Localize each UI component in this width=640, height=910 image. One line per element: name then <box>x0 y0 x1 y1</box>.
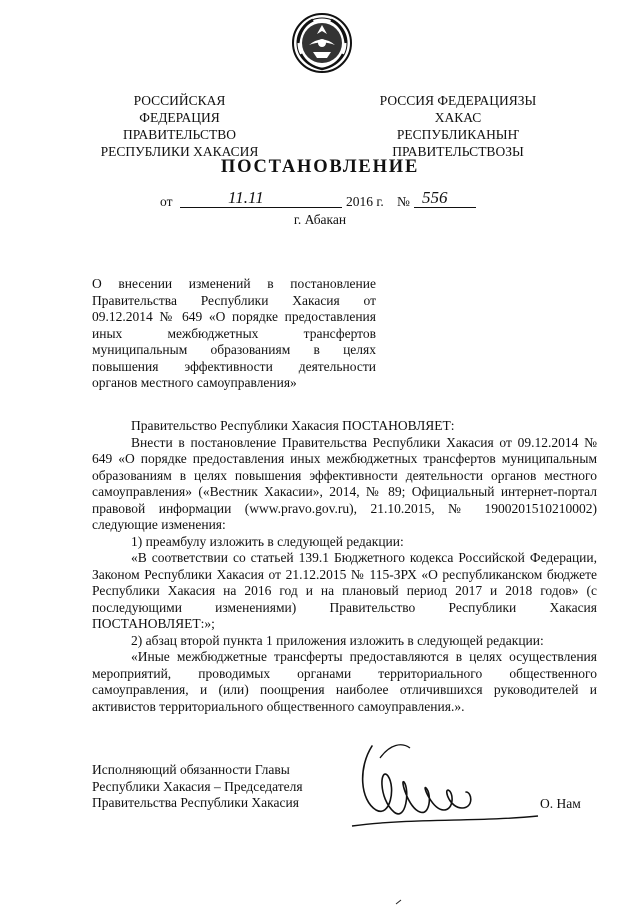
body-paragraph: «Иные межбюджетные трансферты предоставляются в целях осуществления мероприятий, проводимых органами территориального общественного самоуправления, и (или) поощрения наиболее отличившихся руководителей и активистов территориального общественного самоуправления.». <box>92 649 597 714</box>
header-right <box>372 92 544 160</box>
document-title: ПОСТАНОВЛЕНИЕ <box>220 157 420 177</box>
header-right-line: РОССИЯ ФЕДЕРАЦИЯЗЫ <box>379 93 537 108</box>
number-sign: № <box>397 194 410 209</box>
handwritten-signature <box>350 738 540 838</box>
handwritten-number: 556 <box>422 188 448 207</box>
handwritten-date: 11.11 <box>228 188 264 207</box>
body-paragraph: Внести в постановление Правительства Республики Хакасия от 09.12.2014 № 649 «О порядке предоставления иных межбюджетных трансфертов муниципальным образованиям в целях повышения эффективности деятельности органов местного самоуправления» («Вестник Хакасии», 2014, № 89; Официальный интернет-портал правовой информации (www.pravo.gov.ru), 21.10.2015, № 1900201510210002) следующие изменения: <box>92 434 597 532</box>
date-prefix: от <box>160 194 173 209</box>
signatory-title-line: Республики Хакасия – Председателя <box>92 778 303 794</box>
signatory-title-line: Правительства Республики Хакасия <box>92 795 299 810</box>
body-paragraph: «В соответствии со статьей 139.1 Бюджетного кодекса Российской Федерации, Законом Республики Хакасия от 21.12.2015 № 115-ЗРХ «О республиканском бюджете Республики Хакасия на 2016 год и на плановый период 2017 и 2018 годов» (с последующими изменениями) Правительство Республики Хакасия ПОСТАНОВЛЯЕТ:»; <box>92 550 597 631</box>
body-text <box>92 418 597 715</box>
header-left-line: РЕСПУБЛИКИ ХАКАСИЯ <box>100 144 259 159</box>
body-paragraph: 1) преамбулу изложить в следующей редакции: <box>131 533 404 549</box>
scan-mark <box>395 892 403 898</box>
body-paragraph: Правительство Республики Хакасия ПОСТАНОВЛЯЕТ: <box>131 418 455 433</box>
header-right-line: ХАКАС РЕСПУБЛИКАНЫҤ <box>396 110 520 142</box>
header-left-line: РОССИЙСКАЯ ФЕДЕРАЦИЯ <box>133 93 226 125</box>
signatory-title <box>92 762 332 812</box>
city: г. Абакан <box>293 212 347 227</box>
date-number-line <box>152 188 492 212</box>
header-right-line: ПРАВИТЕЛЬСТВОЗЫ <box>392 144 524 159</box>
signatory-title-line: Исполняющий обязанности Главы <box>92 762 290 777</box>
body-paragraph: 2) абзац второй пункта 1 приложения изложить в следующей редакции: <box>131 632 544 648</box>
signatory-name: О. Нам <box>540 796 581 811</box>
header-left <box>92 92 267 160</box>
header-left-line: ПРАВИТЕЛЬСТВО <box>123 127 236 142</box>
year-text: 2016 г. <box>346 194 384 209</box>
coat-of-arms-icon <box>291 12 353 74</box>
subject-block: О внесении изменений в постановление Правительства Республики Хакасия от 09.12.2014 № 649 «О порядке предоставления иных межбюджетных трансфертов муниципальным образованиям в целях повышения эффективности деятельности органов местного самоуправления» <box>92 276 376 390</box>
